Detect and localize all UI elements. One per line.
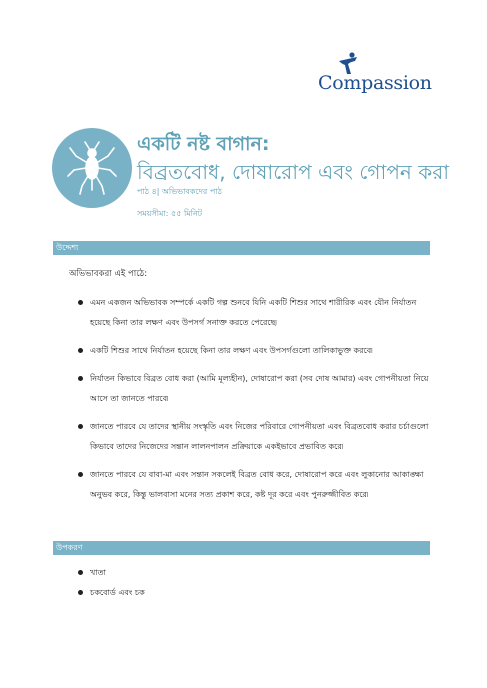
objectives-intro: অভিভাবকরা এই পাঠে:: [69, 269, 148, 279]
list-item: নির্যাতন কিভাবে বিব্রত বোধ করা (আমি মূল্যহীন), দোষারোপ করা (সব দোষ আমার) এবং গোপনীয়তা নিয়ে আসে তা জানতে পারবে৷: [90, 369, 435, 409]
list-item: খাতা: [90, 563, 435, 583]
compassion-logo: [318, 52, 436, 100]
lesson-subtitle: বিব্রতবোধ, দোষারোপ এবং গোপন করা: [137, 160, 449, 184]
lesson-duration: সময়সীমা: ৫৫ মিনিট: [137, 209, 203, 218]
mosquito-icon: [52, 128, 132, 208]
materials-heading: উপকরণ: [53, 541, 430, 555]
list-item: জানতে পারবে যে বাবা-মা এবং সন্তান সকলেই বিব্রত বোধ করে, দোষারোপ করে এবং লুকানোর আকাঙ্ক্ষা অনুভব করে, কিন্তু ভালবাসা মনের সত্য প্রকাশ করে, কষ্ট দূর করে এবং পুনরুজ্জীবিত করে৷: [90, 465, 435, 505]
lesson-title: একটি নষ্ট বাগান:: [137, 133, 270, 155]
list-item: চকবোর্ড এবং চক: [90, 583, 435, 603]
lesson-number: পাঠ ৪| অভিভাবকদের পাঠ: [137, 187, 222, 196]
lesson-badge: [52, 128, 132, 208]
objectives-heading: উদ্দেশ্য: [53, 241, 430, 255]
list-item: এমন একজন অভিভাবক সম্পর্কে একটি গল্প শুনবে যিনি একটি শিশুর সাথে শারীরিক এবং যৌন নির্যাতন হয়েছে কিনা তার লক্ষণ এবং উপসর্গ সনাক্ত করতে পেরেছে৷: [90, 293, 435, 333]
list-item: একটি শিশুর সাথে নির্যাতন হয়েছে কিনা তার লক্ষণ এবং উপসর্গগুলো তালিকাভুক্ত করবে৷: [90, 341, 435, 361]
logo-text: Compassion: [318, 72, 432, 94]
list-item: জানতে পারবে যে তাদের স্থানীয় সংস্কৃতি এবং নিজের পরিবারে গোপনীয়তা এবং বিব্রতবোধ করার চর্চাগুলো কিভাবে তাদের নিজেদের সন্তান লালনপালন প্রক্রিয়াকে একইভাবে প্রভাবিত করে৷: [90, 417, 435, 457]
